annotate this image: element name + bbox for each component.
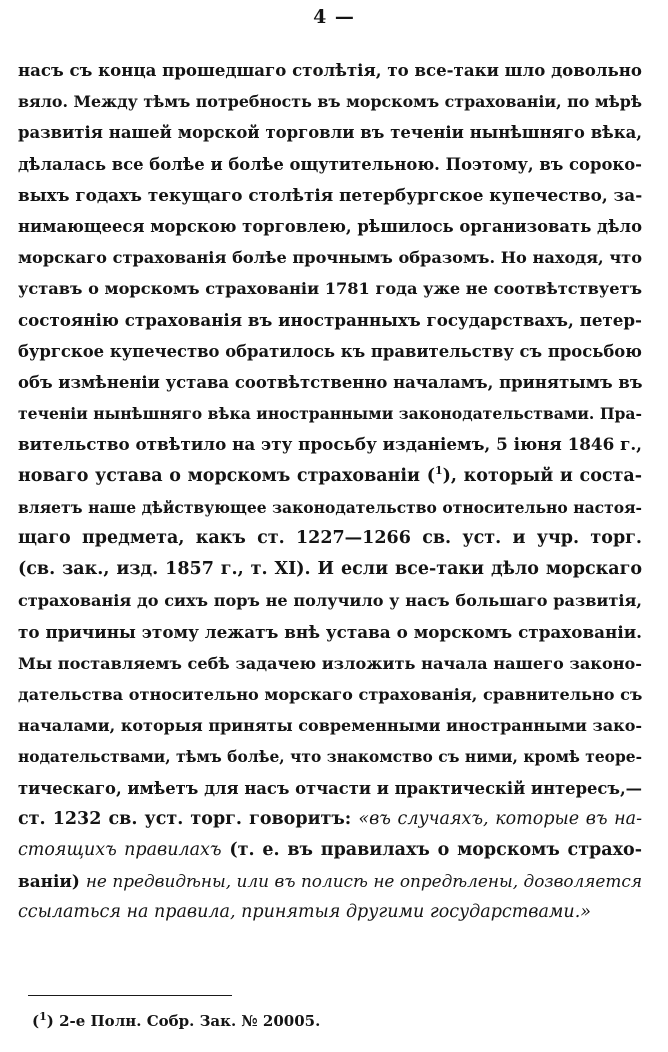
text-line: уставъ о морскомъ страхованіи 1781 года уже не соотвѣтствуетъ (18, 279, 642, 299)
page-number: 4 — (313, 6, 355, 28)
quotation-italic: «въ случаяхъ, которые въ на- (358, 808, 643, 829)
text-line (18, 835, 642, 866)
text-line: морскаго страхованія болѣе прочнымъ образомъ. Но находя, что (18, 248, 642, 268)
text-line (18, 804, 642, 835)
text-segment: ваніи) (18, 871, 86, 892)
text-line: страхованія до сихъ поръ не получило у насъ большаго развитія, (18, 591, 642, 611)
text-line: выхъ годахъ текущаго столѣтія петербургское купечество, за- (18, 184, 643, 205)
text-segment: ст. 1232 св. уст. торг. говоритъ: (18, 808, 359, 829)
text-line: дательства относительно морскаго страхованія, сравнительно съ (18, 685, 643, 705)
text-line: объ измѣненіи устава соотвѣтственно началамъ, принятымъ въ (18, 373, 643, 393)
text-line (18, 461, 642, 492)
quotation-italic: ссылаться на правила, принятыя другими государствами.» (18, 902, 591, 923)
text-line (18, 897, 642, 928)
text-line: насъ съ конца прошедшаго столѣтія, то все-таки шло довольно (18, 60, 642, 80)
text-line: теченіи нынѣшняго вѣка иностранными законодательствами. Пра- (18, 404, 642, 424)
footnote: ($^1$) 2-е Полн. Собр. Зак. № 20005. (32, 1010, 321, 1030)
text-line: вительство отвѣтило на эту просьбу изданіемъ, 5 іюня 1846 г., (18, 434, 642, 455)
body-paragraph (18, 55, 642, 929)
footnote-reference[interactable]: 1 (434, 463, 443, 477)
text-line: развитія нашей морской торговли въ теченіи нынѣшняго вѣка, (18, 123, 642, 143)
text-line: бургское купечество обратилось къ правительству съ просьбою (18, 341, 642, 361)
text-line: нимающееся морскою торговлею, рѣшилось организовать дѣло (18, 217, 642, 237)
footnote-marker: 1 (39, 1010, 47, 1023)
text-line: нодательствами, тѣмъ болѣе, что знакомство съ ними, кромѣ теоре- (18, 747, 642, 767)
text-line: началами, которыя приняты современными иностранными зако- (18, 716, 642, 736)
footnote-divider (28, 995, 232, 996)
text-line: состоянію страхованія въ иностранныхъ государствахъ, петер- (18, 309, 642, 330)
text-line: вляетъ наше дѣйствующее законодательство относительно настоя- (18, 497, 642, 517)
text-line: (св. зак., изд. 1857 г., т. XI). И если все-таки дѣло морскаго (18, 559, 642, 580)
text-line (18, 866, 642, 897)
text-segment: новаго устава о морскомъ страхованіи ( (18, 465, 435, 486)
text-line: щаго предмета, какъ ст. 1227—1266 св. уст. и учр. торг. (18, 528, 642, 549)
quotation-italic: не предвидѣны, или въ полисѣ не опредѣлены, дозволяется (85, 871, 643, 892)
text-line: тическаго, имѣетъ для насъ отчасти и практическій интересъ,— (18, 778, 642, 798)
text-line: вяло. Между тѣмъ потребность въ морскомъ страхованіи, по мѣрѣ (18, 92, 642, 112)
quotation-italic: стоящихъ правилахъ (18, 840, 222, 861)
text-segment: (т. е. въ правилахъ о морскомъ страхо- (221, 840, 642, 861)
text-line: дѣлалась все болѣе и болѣе ощутительною. Поэтому, въ сороко- (18, 154, 642, 174)
text-line: Мы поставляемъ себѣ задачею изложить начала нашего законо- (18, 653, 642, 673)
footnote-text: 2-е Полн. Собр. Зак. № 20005. (59, 1012, 321, 1030)
text-line: то причины этому лежатъ внѣ устава о морскомъ страхованіи. (18, 621, 642, 642)
text-segment: ), который и соста- (442, 465, 642, 486)
